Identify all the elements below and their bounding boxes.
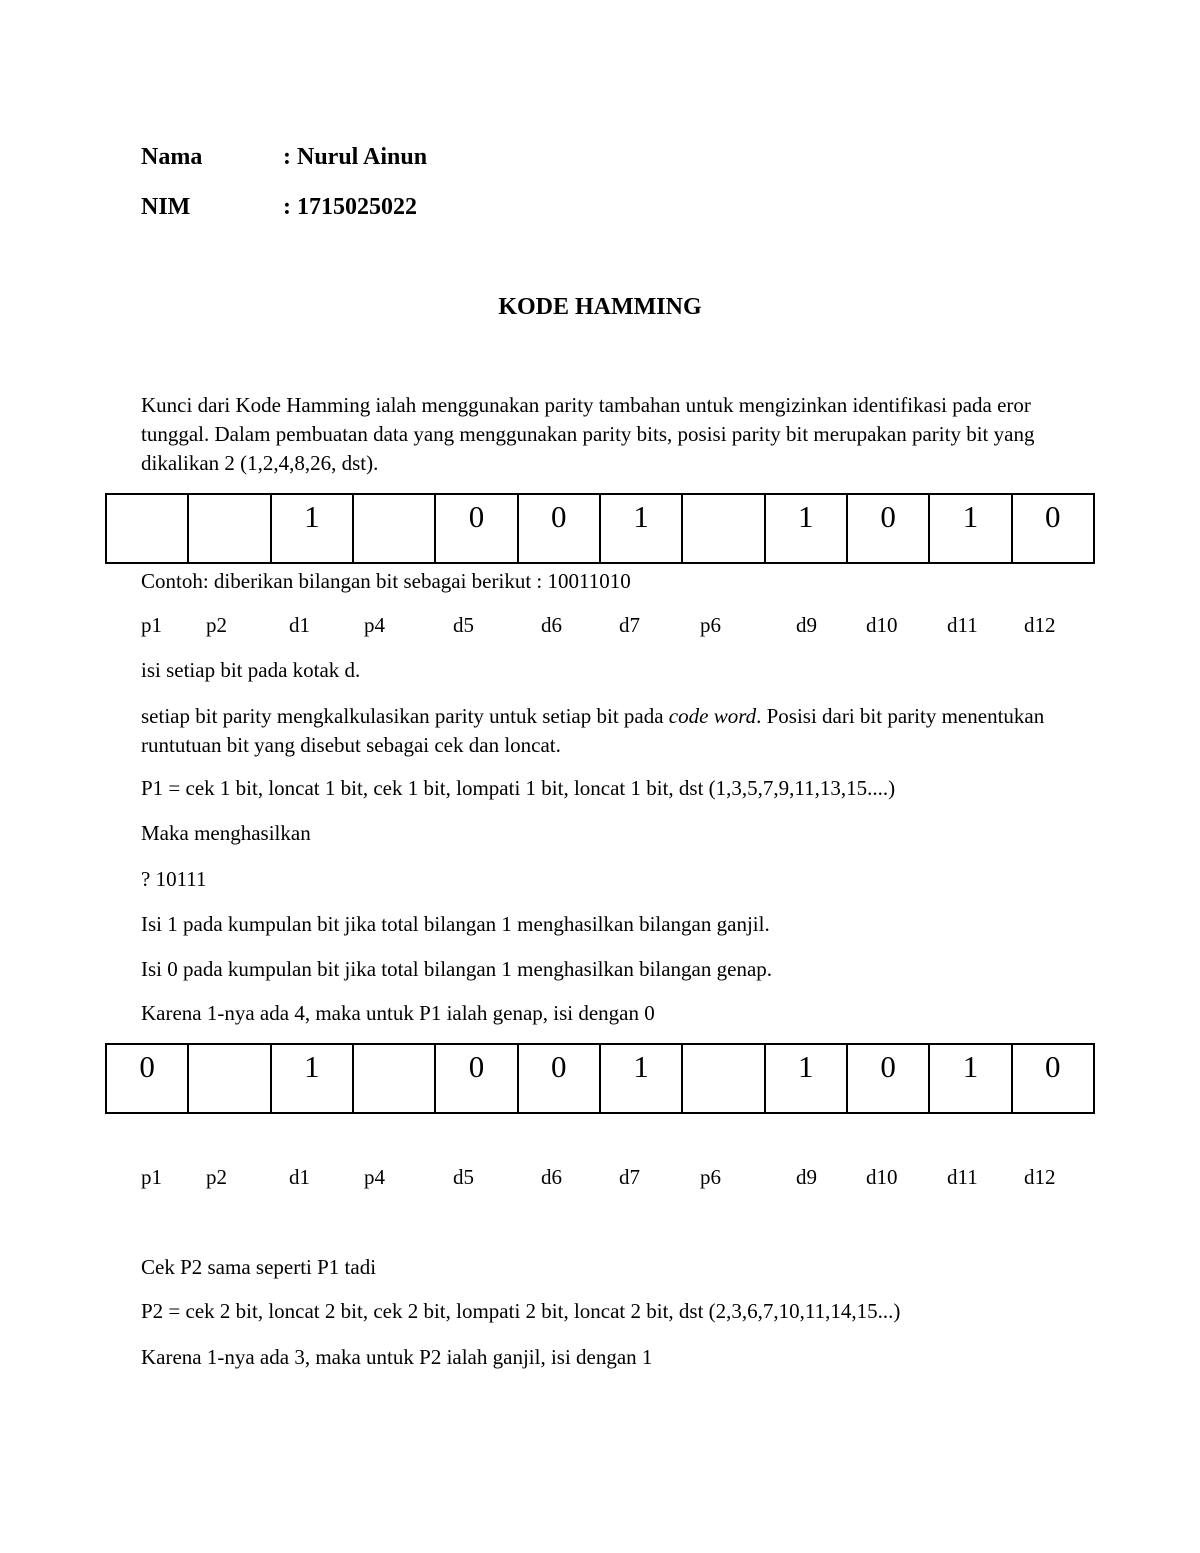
nim-value: : 1715025022 bbox=[283, 194, 417, 220]
bit-label: d1 bbox=[289, 1165, 310, 1189]
even-rule: Isi 0 pada kumpulan bit jika total bilangan 1 menghasilkan bilangan genap. bbox=[141, 957, 773, 981]
bit-cell: 0 bbox=[1012, 1044, 1094, 1113]
bit-cell: 1 bbox=[271, 1044, 353, 1113]
p2-check: Cek P2 sama seperti P1 tadi bbox=[141, 1255, 377, 1279]
result-line: ? 10111 bbox=[141, 867, 207, 891]
name-value: : Nurul Ainun bbox=[283, 144, 428, 170]
bit-label: d11 bbox=[947, 613, 978, 637]
bit-label: p4 bbox=[364, 613, 385, 637]
bit-label: d12 bbox=[1024, 613, 1056, 637]
bit-label: d6 bbox=[541, 1165, 562, 1189]
bit-position-labels-1 bbox=[0, 613, 1200, 643]
bit-label: p4 bbox=[364, 1165, 385, 1189]
odd-rule: Isi 1 pada kumpulan bit jika total bilangan 1 menghasilkan bilangan ganjil. bbox=[141, 912, 770, 936]
nim-label: NIM bbox=[141, 194, 191, 220]
bit-label: p1 bbox=[141, 613, 162, 637]
bit-cell: 0 bbox=[435, 494, 517, 563]
bit-cell: 0 bbox=[435, 1044, 517, 1113]
bit-cell bbox=[188, 494, 270, 563]
bit-label: d9 bbox=[796, 613, 817, 637]
code-word-italic: code word bbox=[668, 704, 757, 728]
bit-label: p2 bbox=[206, 1165, 227, 1189]
bit-cell: 0 bbox=[847, 494, 929, 563]
bit-cell: 0 bbox=[847, 1044, 929, 1113]
table-row bbox=[106, 494, 1094, 563]
bit-cell: 1 bbox=[765, 494, 847, 563]
bit-cell: 1 bbox=[765, 1044, 847, 1113]
bit-cell bbox=[188, 1044, 270, 1113]
bit-label: d7 bbox=[619, 613, 640, 637]
bit-label: p1 bbox=[141, 1165, 162, 1189]
bit-cell: 0 bbox=[1012, 494, 1094, 563]
bit-cell bbox=[682, 1044, 764, 1113]
bit-cell: 0 bbox=[106, 1044, 188, 1113]
bit-cell bbox=[682, 494, 764, 563]
bit-cell: 0 bbox=[518, 1044, 600, 1113]
bit-label: p6 bbox=[700, 613, 721, 637]
bit-label: d5 bbox=[453, 1165, 474, 1189]
bit-label: d12 bbox=[1024, 1165, 1056, 1189]
intro-paragraph: Kunci dari Kode Hamming ialah menggunakan parity tambahan untuk mengizinkan identifikasi pada eror tunggal. Dalam pembuatan data yang menggunakan parity bits, posisi parity bit merupakan parity bit yang dikalikan 2 (1,2,4,8,26, dst). bbox=[141, 393, 1035, 475]
table-row bbox=[106, 1044, 1094, 1113]
p2-conclusion: Karena 1-nya ada 3, maka untuk P2 ialah ganjil, isi dengan 1 bbox=[141, 1345, 653, 1369]
bit-cell: 1 bbox=[929, 494, 1011, 563]
bit-cell bbox=[353, 494, 435, 563]
bit-label: d9 bbox=[796, 1165, 817, 1189]
bit-cell bbox=[106, 494, 188, 563]
bit-cell: 0 bbox=[518, 494, 600, 563]
bit-cell: 1 bbox=[600, 494, 682, 563]
bit-table-p1-filled bbox=[105, 1043, 1095, 1114]
example-line: Contoh: diberikan bilangan bit sebagai berikut : 10011010 bbox=[141, 569, 631, 593]
bit-label: p6 bbox=[700, 1165, 721, 1189]
bit-table-initial bbox=[105, 493, 1095, 564]
p1-conclusion: Karena 1-nya ada 4, maka untuk P1 ialah genap, isi dengan 0 bbox=[141, 1001, 655, 1025]
parity-desc-part1: setiap bit parity mengkalkulasikan parity untuk setiap bit pada bbox=[141, 704, 669, 728]
fill-d-line: isi setiap bit pada kotak d. bbox=[141, 658, 361, 682]
bit-label: d1 bbox=[289, 613, 310, 637]
p2-rule: P2 = cek 2 bit, loncat 2 bit, cek 2 bit, lompati 2 bit, loncat 2 bit, dst (2,3,6,7,10,11,14,15...) bbox=[141, 1299, 901, 1323]
bit-label: d10 bbox=[866, 1165, 898, 1189]
bit-cell: 1 bbox=[600, 1044, 682, 1113]
document-title: KODE HAMMING bbox=[498, 294, 702, 320]
bit-label: d5 bbox=[453, 613, 474, 637]
parity-desc-part2: . Posisi dari bit parity menentukan runtutuan bit yang disebut sebagai cek dan loncat. bbox=[141, 704, 1045, 757]
p1-rule: P1 = cek 1 bit, loncat 1 bit, cek 1 bit, lompati 1 bit, loncat 1 bit, dst (1,3,5,7,9,11,13,15....) bbox=[141, 776, 896, 800]
bit-position-labels-2 bbox=[0, 1165, 1200, 1195]
parity-description bbox=[141, 702, 1061, 760]
bit-cell bbox=[353, 1044, 435, 1113]
bit-label: d10 bbox=[866, 613, 898, 637]
name-label: Nama bbox=[141, 144, 203, 170]
bit-label: p2 bbox=[206, 613, 227, 637]
bit-cell: 1 bbox=[271, 494, 353, 563]
bit-label: d11 bbox=[947, 1165, 978, 1189]
maka-line: Maka menghasilkan bbox=[141, 821, 311, 845]
bit-cell: 1 bbox=[929, 1044, 1011, 1113]
bit-label: d6 bbox=[541, 613, 562, 637]
bit-label: d7 bbox=[619, 1165, 640, 1189]
